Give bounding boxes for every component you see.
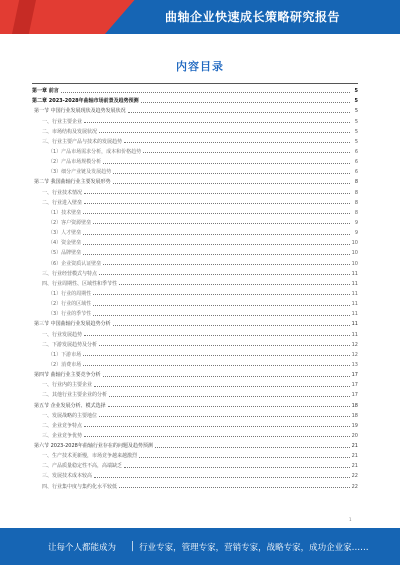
toc-leader-dots [108, 405, 350, 407]
toc-entry-page: 8 [350, 179, 358, 185]
toc-entry[interactable] [32, 358, 358, 368]
toc-entry[interactable] [32, 206, 358, 216]
toc-leader-dots [119, 283, 350, 285]
toc-leader-dots [84, 121, 350, 123]
footer-slogan-right: 行业专家，管理专家，营销专家，战略专家，成功企业家…… [139, 542, 369, 553]
toc-entry-title: （3）人才壁垒 [48, 230, 82, 237]
toc-entry[interactable] [32, 378, 358, 388]
toc-entry[interactable] [32, 459, 358, 469]
toc-leader-dots [113, 172, 350, 174]
toc-entry-page: 10 [351, 250, 358, 257]
toc-leader-dots [93, 293, 349, 295]
toc-leader-dots [83, 212, 350, 214]
toc-entry-title: 三、行业经营模式与特点 [42, 270, 98, 277]
toc-entry-title: 第五节 企业发展分析、模式选择 [34, 402, 106, 409]
table-of-contents [32, 84, 358, 490]
toc-entry-page: 18 [351, 402, 358, 409]
toc-entry-page: 12 [351, 341, 358, 348]
toc-entry-title: 第一章 前言 [32, 88, 59, 95]
toc-entry-page: 22 [351, 473, 358, 480]
toc-entry-page: 11 [351, 331, 358, 338]
toc-entry-title: 一、行业主要企业 [42, 118, 83, 125]
toc-leader-dots [84, 202, 350, 204]
page-marker: 1 [349, 517, 352, 522]
toc-leader-dots [109, 395, 350, 397]
toc-entry[interactable] [32, 94, 358, 104]
toc-entry[interactable] [32, 429, 358, 439]
toc-entry-page: 5 [350, 108, 358, 114]
toc-leader-dots [94, 476, 350, 478]
toc-entry-title: 二、产品质量稳定性不高，高端缺乏 [42, 463, 123, 470]
toc-leader-dots [128, 111, 350, 113]
toc-entry-title: 四、行业周期性、区域性和季节性 [42, 280, 118, 287]
toc-entry-page: 10 [351, 240, 358, 247]
toc-entry-title: （1）产品市场需求分析，成本和价格趋势 [48, 148, 142, 155]
toc-leader-dots [155, 446, 350, 448]
toc-leader-dots [93, 314, 349, 316]
toc-entry[interactable] [32, 165, 358, 175]
toc-entry[interactable] [32, 246, 358, 256]
toc-entry-title: （1）技术壁垒 [48, 209, 82, 216]
toc-entry[interactable] [32, 338, 358, 348]
toc-leader-dots [84, 435, 350, 437]
toc-leader-dots [119, 486, 350, 488]
toc-entry-page: 5 [350, 88, 358, 94]
toc-leader-dots [124, 141, 350, 143]
toc-entry-page: 5 [350, 98, 358, 104]
toc-heading: 内容目录 [176, 60, 224, 73]
toc-entry-title: 一、生产技术更新慢，市场竞争越来越激烈 [42, 453, 138, 460]
toc-entry[interactable] [32, 236, 358, 246]
toc-leader-dots [83, 364, 349, 366]
toc-entry-title: （5）品牌壁垒 [48, 250, 82, 257]
toc-entry[interactable] [32, 104, 358, 114]
toc-entry-title: 一、行业内的主要企业 [42, 382, 93, 389]
toc-entry[interactable] [32, 307, 358, 317]
toc-entry-page: 5 [350, 139, 358, 145]
toc-entry-page: 22 [351, 483, 358, 490]
toc-entry-title: （1）下游市场 [48, 351, 82, 358]
toc-entry-title: 第二节 我国曲轴行业主要发展形势 [34, 179, 111, 186]
toc-entry-page: 11 [351, 311, 358, 318]
toc-entry-page: 19 [351, 422, 358, 429]
toc-entry[interactable] [32, 388, 358, 398]
toc-entry-title: 二、其他行业主要企业的分析 [42, 392, 108, 399]
toc-entry-page: 20 [351, 432, 358, 439]
toc-entry[interactable] [32, 409, 358, 419]
toc-entry-page: 6 [350, 159, 358, 165]
toc-entry-page: 9 [350, 220, 358, 226]
toc-entry-page: 17 [351, 382, 358, 389]
toc-entry[interactable] [32, 155, 358, 165]
toc-entry-page: 10 [351, 260, 358, 267]
toc-entry[interactable] [32, 277, 358, 287]
toc-entry[interactable] [32, 196, 358, 206]
toc-entry[interactable] [32, 479, 358, 489]
toc-leader-dots [99, 273, 350, 275]
toc-entry-page: 13 [351, 361, 358, 368]
toc-leader-dots [139, 456, 350, 458]
toc-entry-page: 8 [350, 190, 358, 196]
toc-entry-title: 三、发展技术成本较高 [42, 473, 93, 480]
toc-entry-page: 21 [351, 463, 358, 470]
toc-entry[interactable] [32, 256, 358, 266]
toc-entry-title: 第一节 中国行业发展现状及趋势发展状况 [34, 108, 126, 115]
toc-entry-page: 17 [351, 372, 358, 379]
toc-entry[interactable] [32, 135, 358, 145]
toc-entry[interactable] [32, 226, 358, 236]
toc-entry-page: 11 [351, 321, 358, 328]
toc-entry-page: 21 [351, 453, 358, 460]
toc-entry-page: 17 [351, 392, 358, 399]
toc-entry[interactable] [32, 114, 358, 124]
toc-entry-title: （6）企业资质认证壁垒 [48, 260, 102, 267]
toc-entry-title: 三、行业主要产品与技术的发展趋势 [42, 138, 123, 145]
toc-entry[interactable] [32, 368, 358, 378]
toc-leader-dots [83, 354, 349, 356]
toc-entry-title: （1）行业的周期性 [48, 290, 92, 297]
toc-leader-dots [103, 375, 350, 377]
toc-entry-title: （2）客户资源壁垒 [48, 219, 92, 226]
toc-leader-dots [83, 233, 350, 235]
footer-separator: │ [130, 541, 136, 552]
toc-leader-dots [93, 304, 349, 306]
toc-entry-title: 二、下游发展趋势及分析 [42, 341, 98, 348]
toc-entry-page: 11 [351, 301, 358, 308]
toc-entry-title: （2）行业的区域性 [48, 301, 92, 308]
toc-entry-title: 二、行业进入壁垒 [42, 199, 83, 206]
toc-entry-title: （4）资金壁垒 [48, 240, 82, 247]
toc-entry-page: 12 [351, 351, 358, 358]
toc-entry-title: 第三节 中国曲轴行业发展趋势分析 [34, 321, 111, 328]
toc-entry-page: 9 [350, 230, 358, 236]
toc-entry-title: （3）细分产业链及发展趋势 [48, 169, 112, 176]
toc-entry-title: 第四节 曲轴行业主要竞争分析 [34, 372, 101, 379]
toc-entry[interactable] [32, 398, 358, 408]
toc-entry-page: 11 [351, 280, 358, 287]
toc-entry-page: 11 [351, 270, 358, 277]
toc-leader-dots [113, 182, 350, 184]
toc-entry-title: （2）产品市场规模分析 [48, 159, 102, 166]
toc-leader-dots [83, 253, 349, 255]
toc-leader-dots [99, 131, 350, 133]
toc-leader-dots [84, 334, 350, 336]
toc-leader-dots [93, 222, 350, 224]
toc-entry[interactable] [32, 449, 358, 459]
footer-slogan-left: 让每个人都能成为 [48, 542, 117, 553]
report-title: 曲轴企业快速成长策略研究报告 [164, 10, 340, 24]
toc-leader-dots [141, 101, 350, 103]
toc-leader-dots [143, 151, 350, 153]
toc-leader-dots [103, 162, 350, 164]
toc-entry-title: 三、企业竞争优势 [42, 432, 83, 439]
toc-entry[interactable] [32, 348, 358, 358]
toc-entry-page: 18 [351, 412, 358, 419]
toc-leader-dots [84, 425, 350, 427]
toc-entry-title: （3）行业的季节性 [48, 311, 92, 318]
toc-entry-title: 第二章 2023-2028年曲轴市场前景及趋势预测 [32, 98, 139, 105]
toc-entry[interactable] [32, 125, 358, 135]
toc-entry-title: 第六节 2023-2028年曲轴行业存在的问题及趋势预测 [34, 443, 153, 450]
toc-entry-title: 二、企业竞争特点 [42, 422, 83, 429]
toc-entry[interactable] [32, 327, 358, 337]
toc-leader-dots [103, 263, 349, 265]
toc-entry-page: 6 [350, 149, 358, 155]
toc-entry[interactable] [32, 469, 358, 479]
toc-leader-dots [99, 415, 350, 417]
toc-entry[interactable] [32, 216, 358, 226]
toc-entry-title: 一、行业技术情况 [42, 189, 83, 196]
toc-entry-page: 5 [350, 119, 358, 125]
toc-entry[interactable] [32, 267, 358, 277]
toc-leader-dots [113, 324, 350, 326]
toc-entry[interactable] [32, 317, 358, 327]
toc-entry[interactable] [32, 185, 358, 195]
toc-entry-page: 6 [350, 169, 358, 175]
toc-entry[interactable] [32, 145, 358, 155]
toc-entry[interactable] [32, 287, 358, 297]
toc-leader-dots [84, 192, 350, 194]
toc-entry-title: 一、发展战略的主要地位 [42, 412, 98, 419]
toc-entry-title: 一、行业发展趋势 [42, 331, 83, 338]
toc-entry-title: 二、市场结构及发展状况 [42, 128, 98, 135]
toc-entry[interactable] [32, 297, 358, 307]
toc-leader-dots [61, 91, 350, 93]
toc-leader-dots [94, 385, 350, 387]
toc-entry-page: 8 [350, 210, 358, 216]
toc-entry[interactable] [32, 439, 358, 449]
toc-entry-page: 8 [350, 200, 358, 206]
toc-entry[interactable] [32, 175, 358, 185]
toc-entry-title: （2）消费市场 [48, 361, 82, 368]
toc-entry-page: 5 [350, 129, 358, 135]
toc-entry-page: 21 [351, 443, 358, 450]
toc-entry-title: 四、行业集中度与集约化水平较低 [42, 483, 118, 490]
toc-entry[interactable] [32, 84, 358, 94]
toc-entry-page: 11 [351, 290, 358, 297]
toc-entry[interactable] [32, 419, 358, 429]
toc-leader-dots [99, 344, 350, 346]
toc-leader-dots [124, 466, 350, 468]
toc-leader-dots [83, 243, 349, 245]
footer-banner [0, 528, 400, 565]
header-banner [0, 0, 400, 34]
